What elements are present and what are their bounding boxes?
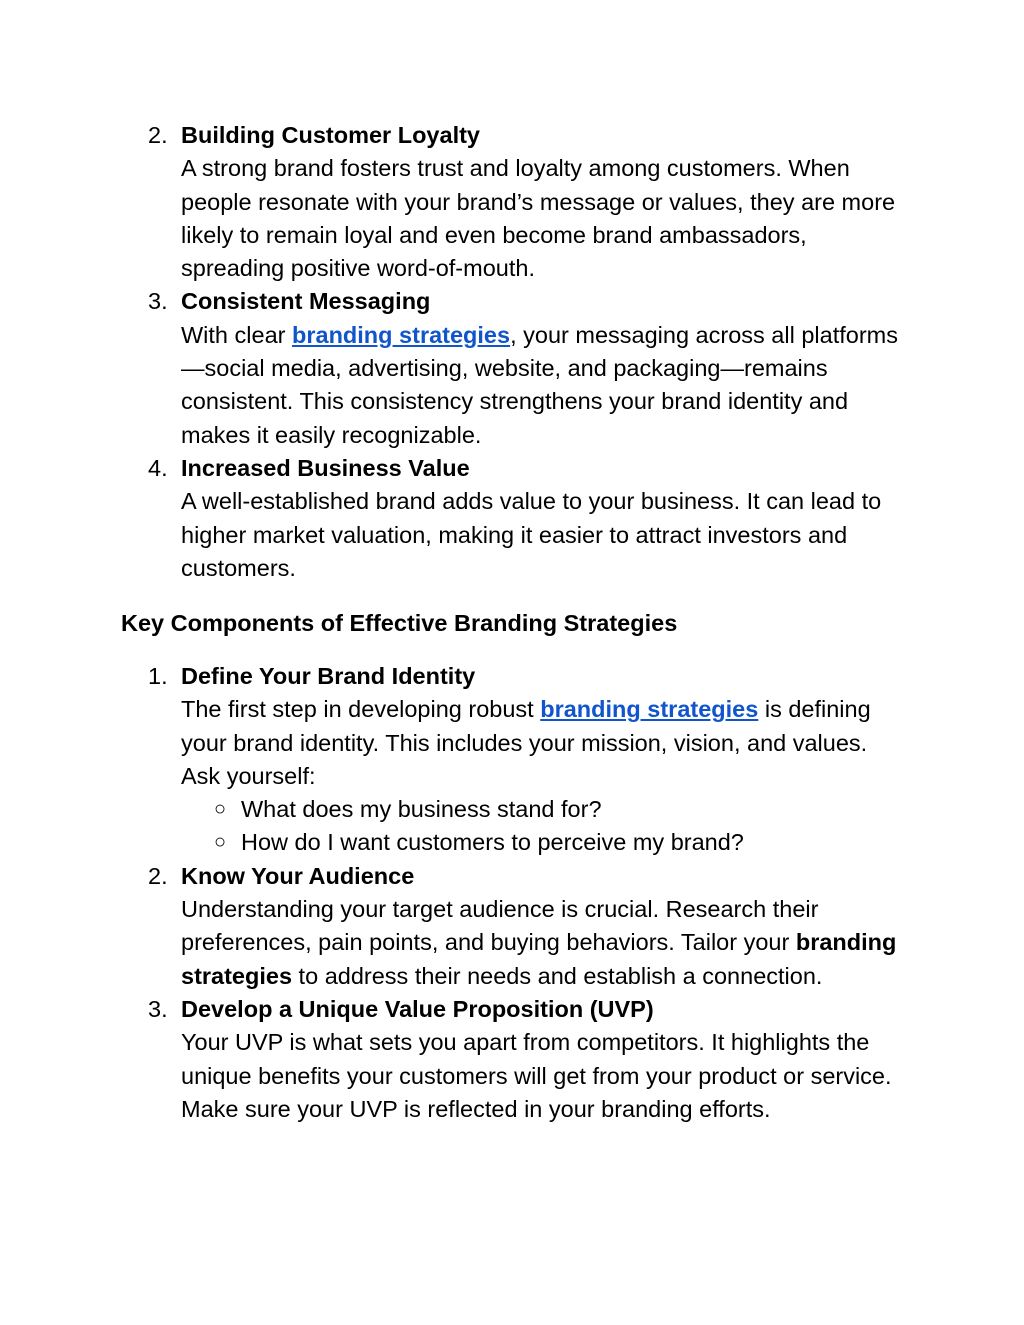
item-text-after: , your messaging across all platforms—social media, advertising, website, and packaging—remains consistent. This consistency strengthens your brand identity and makes it easily recognizable. [181,321,898,448]
item-title: Building Customer Loyalty [181,122,480,148]
list-item-define-brand-identity [0,660,1024,860]
item-text: A strong brand fosters trust and loyalty among customers. When people resonate with your brand’s message or values, they are more likely to remain loyal and even become brand ambassadors, spreading positive word-of-mouth. [181,155,896,282]
list-number: 4. [148,454,168,481]
item-title: Consistent Messaging [181,288,431,315]
item-text-before: With clear [181,321,292,348]
item-title: Define Your Brand Identity [181,663,476,689]
bold-keyword: branding strategies [181,929,897,989]
list-number: 2. [148,862,168,889]
item-text [181,319,911,452]
list-item-know-your-audience [0,860,1024,993]
benefits-list [0,119,1024,585]
list-item-building-customer-loyalty [0,119,1024,285]
item-text-before: Understanding your target audience is crucial. Research their preferences, pain points, and buying behaviors. Tailor your [181,896,819,956]
item-text [181,893,911,993]
components-list [0,660,1024,1126]
item-title: Know Your Audience [181,862,415,889]
sublist-item [181,793,911,826]
item-text-after: to address their needs and establish a connection. [292,962,823,989]
item-text-before: The first step in developing robust [181,696,541,723]
list-number: 3. [148,995,168,1022]
item-title: Develop a Unique Value Proposition (UVP) [181,995,654,1022]
hollow-circle-bullet-icon: ○ [214,798,227,821]
item-text-after: is defining your brand identity. This includes your mission, vision, and values. Ask yourself: [181,696,871,789]
branding-strategies-link[interactable]: branding strategies [292,321,511,348]
sublist-item-text: How do I want customers to perceive my brand? [241,829,744,856]
list-number: 2. [148,122,168,148]
sublist-item-text: What does my business stand for? [241,796,602,823]
branding-strategies-link[interactable]: branding strategies [540,696,759,723]
item-title: Increased Business Value [181,454,470,481]
hollow-circle-bullet-icon: ○ [214,831,227,854]
list-number: 3. [148,288,168,315]
section-heading: Key Components of Effective Branding Strategies [121,610,678,636]
list-item-consistent-messaging [0,285,1024,451]
questions-sublist [181,793,911,860]
list-item-increased-business-value [0,452,1024,585]
item-text: A well-established brand adds value to your business. It can lead to higher market valuation, making it easier to attract investors and customers. [181,488,882,581]
sublist-item [181,826,911,859]
item-text [181,693,911,793]
list-item-develop-uvp [0,993,1024,1126]
list-number: 1. [148,663,168,689]
item-text: Your UVP is what sets you apart from competitors. It highlights the unique benefits your customers will get from your product or service. Make sure your UVP is reflected in your branding efforts. [181,1029,892,1122]
